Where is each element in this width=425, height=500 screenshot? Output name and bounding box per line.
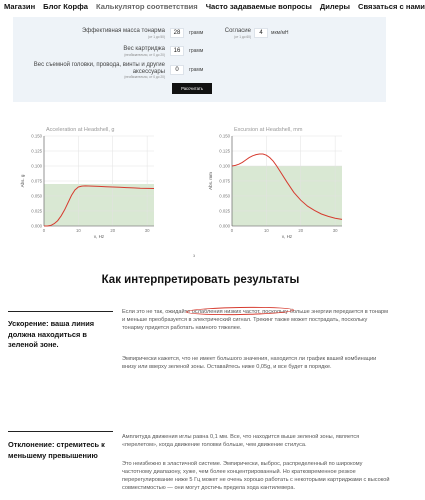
excursion-paragraph-2: Это неизбежно в эластичной системе. Эмпирически, выброс, распределенный по широкому частотному диапазону, хуже, чем более концентрированный. Но кратковременное резкое перерегулирование ниже 5 Гц может не очень хорошо работать с некоторыми картриджами с высокой совместимостью — они могут достичь предела хода кантилевера. (122, 461, 390, 491)
y-tick-label: 0.100 (31, 163, 42, 169)
y-tick-label: 0.000 (219, 223, 230, 229)
cartridge-label: Вес картриджа (необязательно, от 0 до 20) (123, 46, 165, 57)
x-tick-label: 10 (263, 228, 269, 233)
green-zone (44, 184, 154, 226)
x-axis-label: ν, Hz (281, 234, 293, 239)
nav-item-dealers[interactable]: Дилеры (319, 2, 350, 11)
excursion-chart (208, 122, 348, 238)
y-tick-label: 0.100 (219, 163, 230, 169)
nav-item-shop[interactable]: Магазин (4, 2, 36, 11)
y-tick-label: 0.050 (31, 193, 42, 199)
pager-dot: з (193, 253, 196, 258)
mass-unit: грамм (189, 30, 204, 36)
acceleration-paragraph-1: Если это не так, ожидайте ослабления низких частот, поскольку больше энергии передается в тонарм и меньше преобразуется в электрический сигнал. Трекинг также может пострадать, поскольку тонарму придется работать намного тяжелее. (122, 309, 388, 331)
y-tick-label: 0.125 (219, 148, 230, 154)
x-tick-label: 30 (332, 228, 338, 233)
y-tick-label: 0.025 (31, 208, 42, 214)
nav-item-calculator[interactable]: Калькулятор соответствия (96, 2, 198, 11)
compliance-unit: мкм/мН (271, 30, 289, 36)
y-tick-label: 0.125 (31, 148, 42, 154)
headshell-label: Вес съемной головки, провода, винты и другие аксессуары (необязательно, от 0 до 20) (33, 62, 165, 79)
x-tick-label: 30 (144, 228, 150, 233)
calculate-button[interactable]: Рассчитать (172, 83, 212, 94)
y-tick-label: 0.075 (31, 178, 42, 184)
nav-item-blog[interactable]: Блог Корфа (43, 2, 89, 11)
y-axis-label: Abs. mm (208, 172, 213, 190)
compliance-label: Согласие (от 1 до 60) (224, 28, 251, 39)
nav-item-contact[interactable]: Связаться с нами (358, 2, 425, 11)
y-tick-label: 0.150 (31, 133, 42, 139)
mass-input[interactable]: 28 (170, 28, 184, 38)
divider (8, 311, 113, 312)
divider (8, 431, 113, 432)
excursion-paragraph-1: Амплитуда движения иглы равна 0,1 мм. Все, что находится выше зеленой зоны, является «перелетом», когда движение головки больше, чем движение стилуса. (122, 434, 360, 448)
x-tick-label: 0 (42, 228, 46, 233)
y-tick-label: 0.075 (219, 178, 230, 184)
top-nav (0, 0, 425, 13)
x-tick-label: 20 (110, 228, 116, 233)
x-axis-label: ν, Hz (93, 234, 105, 239)
compliance-input[interactable]: 4 (254, 28, 268, 38)
acceleration-paragraph-2: Эмпирически кажется, что не имеет большого значения, находится ли график вашей комбинации внизу или вверху зеленой зоны. Оставайтесь ниже 0,05g, и все будет в порядке. (122, 356, 377, 370)
x-tick-label: 20 (298, 228, 304, 233)
y-tick-label: 0.000 (31, 223, 42, 229)
chart-title: Acceleration at Headshell, g (46, 127, 115, 133)
y-axis-label: Abs. g (20, 174, 25, 188)
headshell-input[interactable]: 0 (170, 65, 184, 75)
acceleration-chart (20, 122, 160, 238)
acceleration-heading: Ускорение: ваша линия должна находиться в зеленой зоне. (8, 319, 95, 349)
calculator-panel (13, 17, 386, 102)
x-tick-label: 10 (75, 228, 81, 233)
nav-item-faq[interactable]: Часто задаваемые вопросы (205, 2, 312, 11)
headshell-unit: грамм (189, 67, 204, 73)
chart-title: Excursion at Headshell, mm (234, 127, 303, 133)
section-title: Как интерпретировать результаты (101, 274, 300, 286)
cartridge-unit: грамм (189, 48, 204, 54)
cartridge-input[interactable]: 16 (170, 46, 184, 56)
y-tick-label: 0.150 (219, 133, 230, 139)
y-tick-label: 0.050 (219, 193, 230, 199)
y-tick-label: 0.025 (219, 208, 230, 214)
x-tick-label: 0 (230, 228, 234, 233)
excursion-heading: Отклонение: стремитесь к меньшему превышению (8, 440, 105, 460)
mass-label: Эффективная масса тонарма (от 1 до 50) (81, 28, 165, 39)
